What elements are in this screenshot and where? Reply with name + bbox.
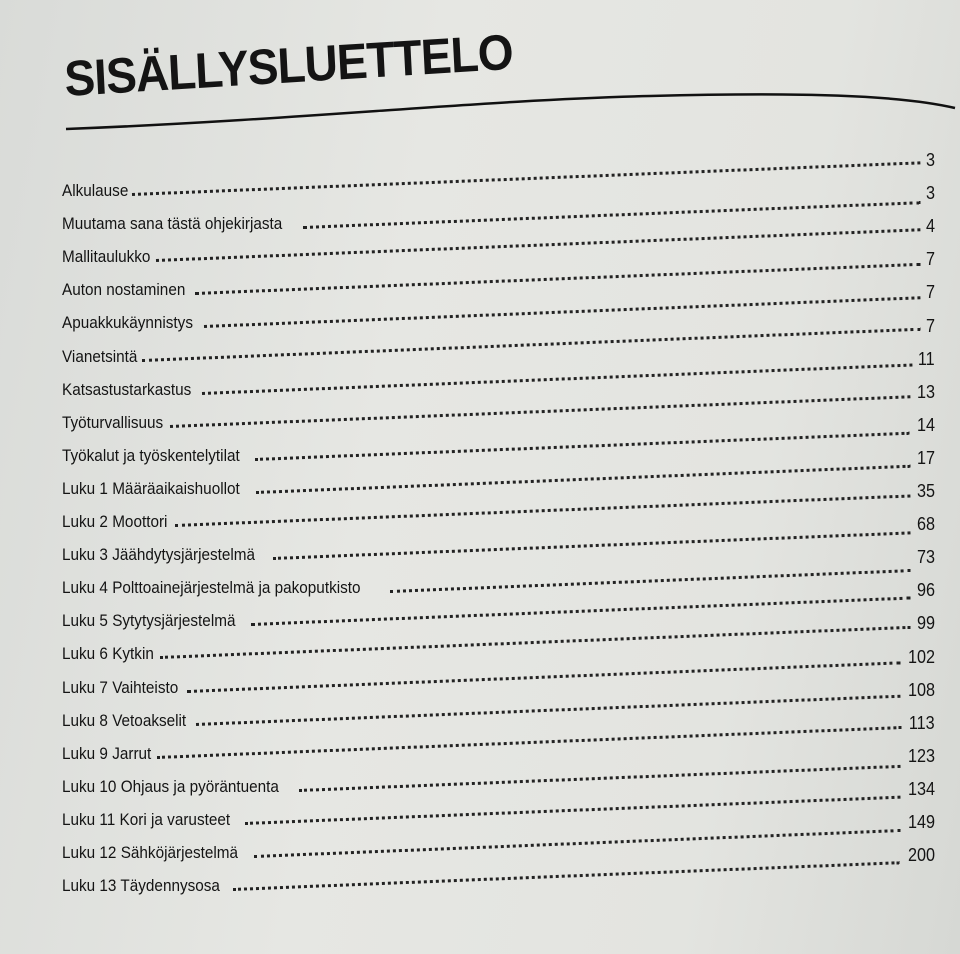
toc-entry-label: Vianetsintä <box>62 346 138 366</box>
dot-leader <box>170 395 910 428</box>
toc-entry-page: 14 <box>916 414 935 435</box>
toc-entry-page: 7 <box>925 315 935 336</box>
toc-entry-page: 4 <box>925 216 935 237</box>
toc-entry-label: Luku 5 Sytytysjärjestelmä <box>62 611 236 631</box>
dot-leader <box>251 597 911 626</box>
toc-entry-page: 113 <box>909 712 935 733</box>
dot-leader <box>132 161 921 196</box>
toc-entry-page: 108 <box>907 679 935 700</box>
toc-entry[interactable] <box>62 150 935 201</box>
toc-entry-page: 68 <box>916 514 935 535</box>
toc-entry-page: 134 <box>907 778 935 799</box>
dot-leader <box>203 297 920 329</box>
dot-leader <box>255 465 910 494</box>
dot-leader <box>303 201 921 229</box>
dot-leader <box>255 432 910 461</box>
toc-entry-label: Apuakkukäynnistys <box>62 313 193 333</box>
dot-leader <box>202 363 912 395</box>
toc-entry-label: Luku 2 Moottori <box>62 512 168 532</box>
toc-entry-page: 73 <box>916 547 935 568</box>
toc-entry-page: 200 <box>907 845 935 866</box>
dot-leader <box>175 495 910 528</box>
dot-leader <box>196 694 901 725</box>
dot-leader <box>157 726 902 759</box>
dot-leader <box>245 796 901 825</box>
toc-entry-page: 3 <box>925 183 935 204</box>
dot-leader <box>390 569 911 593</box>
toc-entry-label: Muutama sana tästä ohjekirjasta <box>62 214 283 234</box>
dot-leader <box>233 861 900 891</box>
dot-leader <box>187 661 900 693</box>
toc-entry-page: 3 <box>925 150 935 171</box>
dot-leader <box>254 829 901 858</box>
toc-entry-label: Luku 6 Kytkin <box>62 644 154 664</box>
toc-entry-label: Työkalut ja työskentelytilat <box>62 445 240 465</box>
toc-entry-page: 7 <box>925 249 935 270</box>
toc-entry-page: 123 <box>907 745 935 766</box>
toc-entry-label: Työturvallisuus <box>62 412 164 432</box>
toc-entry-label: Luku 8 Vetoakselit <box>62 710 187 730</box>
dot-leader <box>299 765 901 792</box>
dot-leader <box>160 626 910 659</box>
toc-entry-label: Katsastustarkastus <box>62 379 192 399</box>
toc-entry-page: 13 <box>916 381 935 402</box>
toc-entry-label: Alkulause <box>62 181 129 201</box>
toc-entry-label: Mallitaulukko <box>62 247 151 267</box>
toc-entry-label: Luku 10 Ohjaus ja pyöräntuenta <box>62 776 279 796</box>
toc-entry-label: Luku 3 Jäähdytysjärjestelmä <box>62 545 256 565</box>
toc-entry-label: Luku 4 Polttoainejärjestelmä ja pakoputkisto <box>62 578 361 598</box>
toc-entry-page: 99 <box>916 613 935 634</box>
toc-entry-page: 7 <box>925 282 935 303</box>
toc-entry-page: 11 <box>918 348 935 369</box>
toc-entry-label: Luku 12 Sähköjärjestelmä <box>62 842 239 862</box>
toc-entry-label: Luku 7 Vaihteisto <box>62 677 179 697</box>
toc-entry-page: 149 <box>907 811 935 832</box>
toc-entry-page: 35 <box>916 481 935 502</box>
toc-entry-label: Luku 11 Kori ja varusteet <box>62 809 231 829</box>
toc-entry-label: Luku 13 Täydennysosa <box>62 876 220 896</box>
toc-entry-page: 102 <box>907 646 935 667</box>
toc-entry-page: 17 <box>916 447 935 468</box>
title-underline <box>0 0 960 160</box>
page-title: SISÄLLYSLUETTELO <box>63 23 514 108</box>
toc-entry-page: 96 <box>916 580 935 601</box>
toc-entry-label: Luku 9 Jarrut <box>62 743 152 763</box>
dot-leader <box>272 532 910 561</box>
dot-leader <box>195 263 920 295</box>
table-of-contents <box>62 150 935 896</box>
toc-entry-label: Auton nostaminen <box>62 280 186 300</box>
toc-entry-label: Luku 1 Määräaikaishuollot <box>62 478 240 498</box>
